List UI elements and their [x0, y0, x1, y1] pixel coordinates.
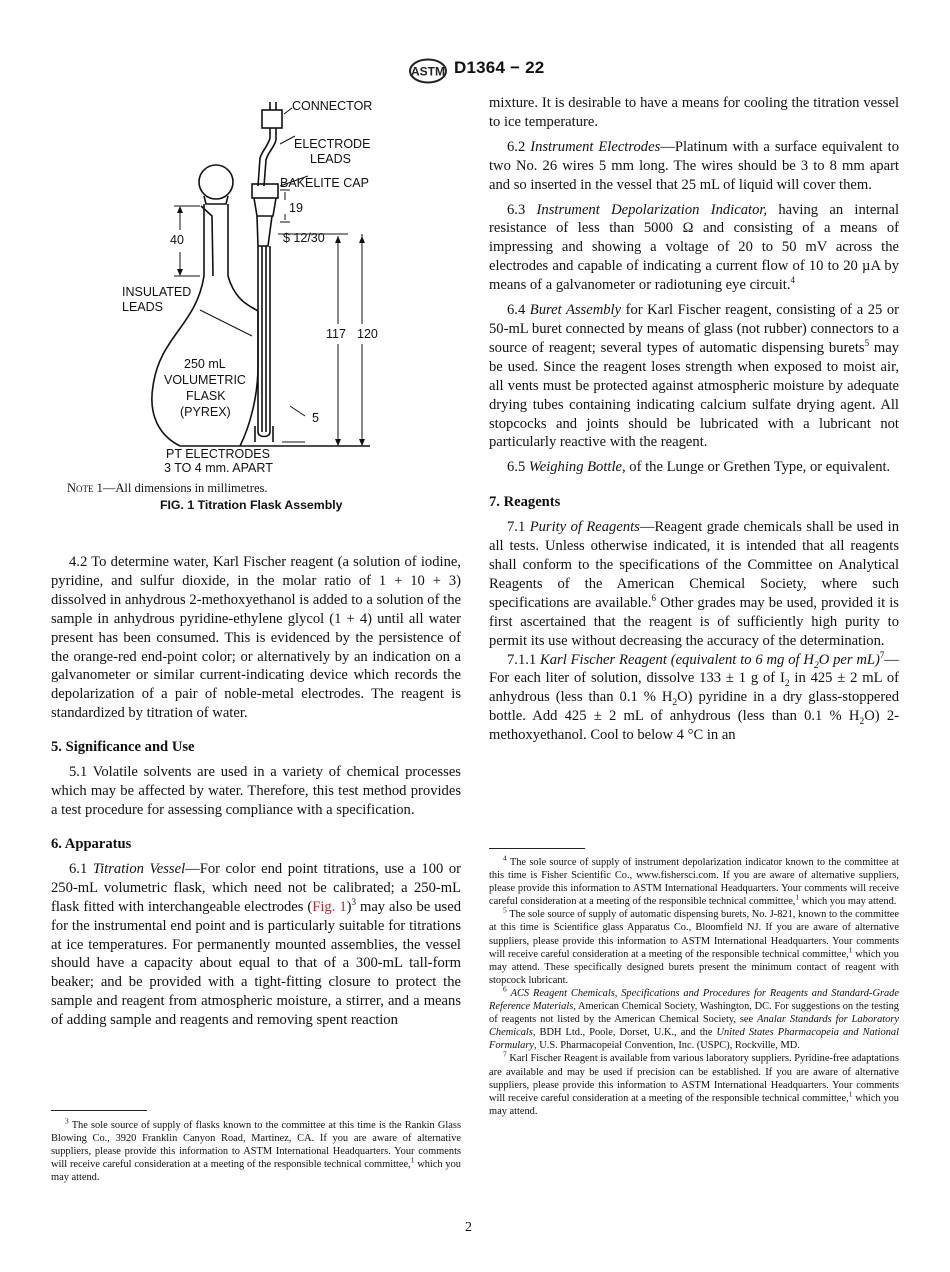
para-4-2: 4.2 To determine water, Karl Fischer reagent (a solution of iodine, pyridine, and sulfur dioxide, in the molar ratio of 1 + 10 + 3) dissolved in anhydrous 2-methoxyethanol is added to a solution of the sample in anhydrous pyridine-ethylene glycol (1 + 4) until all water present has been consumed. This is evidenced by the persistence of the orange-red end-point color; or alternatively by an indication on a galvanometer or similar current-indicating device which records the depolarization of a pair of noble-metal electrodes. The reagent is standardized by titration of water. [51, 554, 461, 722]
label-pt-electrodes-2: 3 TO 4 mm. APART [164, 461, 273, 475]
astm-logo-icon [408, 58, 448, 84]
para-7-1-1: 7.1.1 Karl Fischer Reagent (equivalent to 6 mg of $H_2O$ per mL)$^7$—For each liter of solution, dissolve 133 ± 1 g of $I_2$ in 425 ± 2 mL of anhydrous (less than 0.1 % $H_2O$) pyridine in a dry glass-stoppered bottle. Add 425 ± 2 mL of anhydrous (less than 0.1 % $H_2O$) 2-methoxyethanol. Cool to below 4 °C in an [489, 649, 900, 744]
footnote-6: $^6$ ACS Reagent Chemicals, Specifications and Procedures for Reagents and Standard-Grade Reference Materials, American Chemical Society, Washington, DC. For suggestions on the testing of reagents not listed by the American Chemical Society, see Analar Standards for Laboratory Chemicals, BDH Ltd., Poole, Dorset, U.K., and the United States Pharmacopeia and National Formulary, U.S. Pharmacopeial Convention, Inc. (USPC), Rockville, MD. [489, 984, 899, 1052]
heading-5: 5. Significance and Use [51, 739, 195, 756]
left-footnotes [51, 1116, 461, 1184]
label-dim-19: 19 [289, 201, 303, 215]
label-pt-electrodes-1: PT ELECTRODES [166, 447, 270, 461]
right-footnotes [489, 853, 899, 1118]
label-dim-40: 40 [170, 233, 184, 247]
figure-note [67, 481, 267, 496]
footnote-5: $^5$ The sole source of supply of automatic dispensing burets, No. J-821, known to the committee at this time is Scientifice glass Apparatus Co., Bloomfield NJ. If you are aware of alternative suppliers, please provide this information to ASTM International Headquarters. Your comments will receive careful consideration at a meeting of the responsible technical committee,$^1$ which you may attend. These specifically designed burets present the minimum contact of reagent with stopcock lubricant. [489, 905, 899, 986]
para-6-5: 6.5 Weighing Bottle, of the Lunge or Grethen Type, or equivalent. [507, 459, 891, 476]
label-electrode-leads-2: LEADS [310, 152, 351, 166]
label-dim-120: 120 [357, 327, 378, 341]
footnote-rule-left [51, 1110, 147, 1111]
titration-flask-figure [100, 96, 400, 478]
label-dim-117: 117 [326, 327, 346, 341]
para-6-2: 6.2 Instrument Electrodes—Platinum with a surface equivalent to two No. 26 wires 5 mm long. The wires should be 3 to 8 mm apart and so inserted in the vessel that 25 mL of liquid will cover them. [489, 138, 899, 193]
para-cont: mixture. It is desirable to have a means for cooling the titration vessel to ice temperature. [489, 95, 899, 130]
footnote-7: $^7$ Karl Fischer Reagent is available from various laboratory suppliers. Pyridine-free adaptations are available and may be used if precision can be established. If you are aware of alternative suppliers, please provide this information to ASTM International Headquarters. Your comments will receive careful consideration at a meeting of the responsible technical committee,$^1$ which you may attend. [489, 1049, 899, 1117]
label-insulated-2: LEADS [122, 300, 163, 314]
svg-text:ASTM: ASTM [411, 64, 445, 79]
heading-7: 7. Reagents [489, 494, 561, 511]
left-column [51, 553, 461, 1030]
footnote-rule-right [489, 848, 585, 849]
note-text: —All dimensions in millimetres. [102, 481, 268, 495]
para-7-1: 7.1 Purity of Reagents—Reagent grade chemicals shall be used in all tests. Unless otherwise indicated, it is intended that all reagents shall conform to the specifications of the Committee on Analytical Reagents of the American Chemical Society, where such specifications are available.$^6$ Other grades may be used, provided it is first ascertained that the reagent is of sufficiently high purity to permit its use without decreasing the accuracy of the determination. [489, 519, 899, 649]
page-header [0, 56, 950, 86]
label-bakelite-cap: BAKELITE CAP [280, 176, 369, 190]
document-id: D1364 − 22 [454, 58, 545, 77]
label-electrode-leads-1: ELECTRODE [294, 137, 371, 151]
label-connector: CONNECTOR [292, 99, 373, 113]
fig-1-link[interactable]: Fig. 1 [312, 898, 347, 915]
footnote-4: $^4$ The sole source of supply of instrument depolarization indicator known to the committee at this time is Fisher Scientific Co., www.fishersci.com. If you are aware of alternative suppliers, please provide this information to ASTM International Headquarters. Your comments will receive careful consideration at a meeting of the responsible technical committee,$^1$ which you may attend. [489, 853, 899, 908]
label-flask-4: (PYREX) [180, 405, 231, 419]
page-number: 2 [465, 1220, 472, 1235]
label-flask-3: FLASK [186, 389, 226, 403]
heading-6: 6. Apparatus [51, 835, 132, 852]
footnote-3: $^3$ The sole source of supply of flasks known to the committee at this time is the Rankin Glass Blowing Co., 3920 Franklin Canyon Road, Martinez, CA. If you are aware of alternative suppliers, please provide this information to ASTM International Headquarters. Your comments will receive careful consideration at a meeting of the responsible technical committee,$^1$ which you may attend. [51, 1116, 461, 1184]
para-6-4: 6.4 Buret Assembly for Karl Fischer reagent, consisting of a 25 or 50-mL buret connected by means of glass (not rubber) connectors to a source of reagent; several types of automatic dispensing burets$^5$ may be used. Since the reagent loses strength when exposed to moist air, all vents must be protected against atmospheric moisture by adequate drying tubes containing indicating calcium sulfate drying agent. All stopcocks and joints should be lubricated with a lubricant not particularly reactive with the reagent. [489, 302, 899, 451]
note-label: Note 1 [67, 481, 103, 495]
para-5-1: 5.1 Volatile solvents are used in a variety of chemical processes which may be affected by water. Therefore, this test method provides a test procedure for assessing compliance with a specification. [51, 764, 461, 818]
label-joint: $ 12/30 [283, 231, 325, 245]
para-6-1: 6.1 Titration Vessel—For color end point titrations, use a 100 or 250-mL volumetric flask, which need not be calibrated; a 250-mL flask fitted with interchangeable electrodes (Fig. 1)$^3$ may also be used for the instrumental end point and is particularly suitable for titrations at ice temperatures. For permanently mounted assemblies, the vessel should have a capacity about equal to that of a 300-mL tall-form beaker; and be provided with a tight-fitting closure to protect the sample and reagent from atmospheric moisture, a stirrer, and a means of adding sample and reagents and removing spent reaction [51, 860, 461, 1029]
figure-caption: FIG. 1 Titration Flask Assembly [160, 498, 343, 512]
right-column [489, 94, 899, 745]
label-flask-2: VOLUMETRIC [164, 373, 246, 387]
label-flask-1: 250 mL [184, 357, 226, 371]
label-insulated-1: INSULATED [122, 285, 192, 299]
para-6-3: 6.3 Instrument Depolarization Indicator, having an internal resistance of less than 5000 Ω and consisting of a means of impressing and showing a voltage of 20 to 50 mV across the electrodes and capable of indicating a current flow of 10 to 20 µA by means of a galvanometer or radiotuning eye circuit.$^4$ [489, 201, 900, 294]
label-dim-5: 5 [312, 411, 319, 425]
